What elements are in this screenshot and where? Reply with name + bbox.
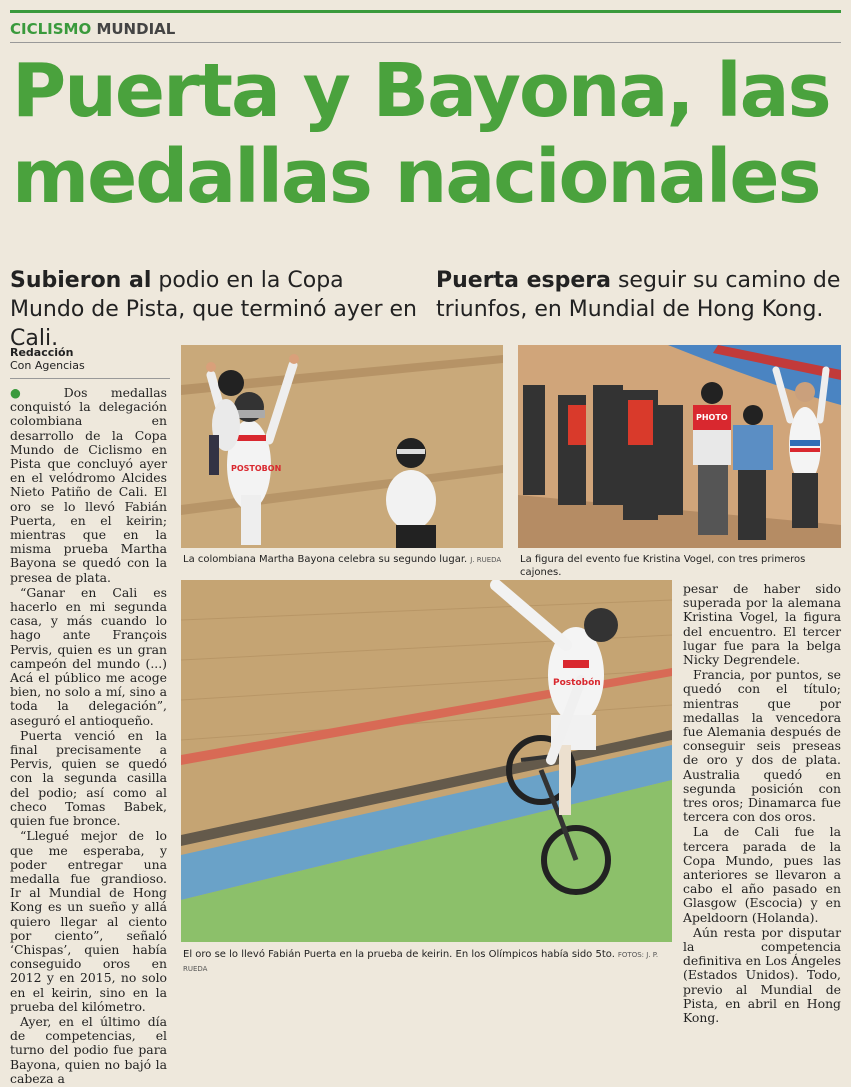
headline <box>12 48 842 220</box>
jersey-text: Postobón <box>553 678 601 688</box>
caption-vogel <box>520 553 846 579</box>
paragraph-text: Dos medallas conquistó la delegación colombiana en desarrollo de la Copa Mundo de Ciclismo en Pista que concluyó ayer en el velódromo Alcides Nieto Patiño de Cali. El oro se lo llevó Fabián Puerta, en el keirin; mientras que en la misma prueba Martha Bayona se quedó con la presea de plata. <box>10 385 168 585</box>
photo-puerta <box>181 580 672 942</box>
article-column-3 <box>683 582 841 1026</box>
deck-left <box>10 266 420 353</box>
caption-bayona <box>183 553 505 567</box>
paragraph: Ayer, en el último día de competencias, el turno del podio fue para Bayona, quien no bajó la cabeza a <box>10 1013 167 1086</box>
paragraph: “Ganar en Cali es hacerlo en mi segunda casa, y más cuando lo hago ante François Pervis, quien es un gran campeón del mundo (...) Acá el público me acoge bien, no solo a mí, sino a toda la delegación”, aseguró el antioqueño. <box>10 584 167 728</box>
paragraph: Puerta venció en la final precisamente a Pervis, quien se quedó con la segunda casilla del podio; así como al checo Tomas Babek, quien fue bronce. <box>10 727 167 829</box>
article-column-1 <box>10 386 167 1087</box>
section-label-secondary: MUNDIAL <box>96 20 176 38</box>
top-rule <box>10 10 841 13</box>
section-rule <box>10 42 841 43</box>
paragraph: La de Cali fue la tercera parada de la Copa Mundo, pues las anteriores se llevaron a cabo el año pasado en Glasgow (Escocia) y en Apeldoorn (Holanda). <box>683 824 841 925</box>
deck-left-text: podio en la Copa Mundo de Pista, que terminó ayer en Cali. <box>10 268 417 351</box>
headline-line-2: medallas nacionales <box>12 134 820 220</box>
section-label-primary: CICLISMO <box>10 20 92 38</box>
deck-right-bold: Puerta espera <box>436 268 611 293</box>
byline <box>10 346 170 372</box>
photo-vogel <box>518 345 841 548</box>
paragraph <box>10 386 167 585</box>
vest-text: PHOTO <box>696 413 728 422</box>
byline-rule <box>10 378 170 379</box>
byline-agency: Con Agencias <box>10 359 85 372</box>
caption-text: El oro se lo llevó Fabián Puerta en la prueba de keirin. En los Olímpicos había sido 5to. <box>183 949 615 960</box>
deck-right-text: seguir su camino de triunfos, en Mundial de Hong Kong. <box>436 268 841 322</box>
paragraph: pesar de haber sido superada por la alemana Kristina Vogel, la figura del encuentro. El tercer lugar fue para la belga Nicky Degrendele. <box>683 581 841 668</box>
headline-line-1: Puerta y Bayona, las <box>12 48 830 134</box>
jersey-text: POSTOBON <box>231 464 282 473</box>
caption-puerta <box>183 948 678 976</box>
photo-credit: J. RUEDA <box>470 556 502 564</box>
photo-credit: FOTOS: J. P. RUEDA <box>183 951 659 973</box>
caption-text: La colombiana Martha Bayona celebra su segundo lugar. <box>183 554 468 565</box>
photo-bayona <box>181 345 503 548</box>
bullet-icon: ● <box>10 385 41 400</box>
caption-text: La figura del evento fue Kristina Vogel, con tres primeros cajones. <box>520 554 806 578</box>
paragraph: Francia, por puntos, se quedó con el título; mientras que por medallas la vencedora fue Alemania después de conseguir seis preseas de oro y dos de plata. Australia quedó en segunda posición con tres oros; Dinamarca fue tercera con dos oros. <box>683 667 841 825</box>
deck-right <box>436 266 846 324</box>
deck-left-bold: Subieron al <box>10 268 152 293</box>
section-label <box>10 20 175 38</box>
paragraph: “Llegué mejor de lo que me esperaba, y poder entregar una medalla fue grandioso. Ir al Mundial de Hong Kong es un sueño y allá quiero llegar al ciento por ciento”, señaló ‘Chispas’, quien había conseguido oros en 2012 y en 2015, no solo en el keirin, sino en la prueba del kilómetro. <box>10 828 167 1014</box>
paragraph: Aún resta por disputar la competencia definitiva en Los Ángeles (Estados Unidos). Todo, previo al Mundial de Pista, en abril en Hong Kong. <box>683 924 841 1026</box>
byline-author: Redacción <box>10 346 74 359</box>
